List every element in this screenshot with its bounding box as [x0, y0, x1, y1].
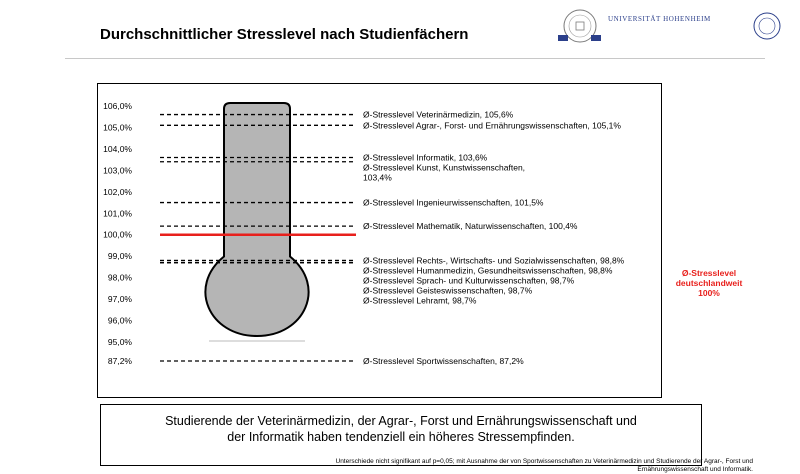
- y-tick-label: 101,0%: [103, 208, 132, 219]
- reference-label: Ø-Stresslevel deutschlandweit 100%: [675, 268, 743, 298]
- level-label-1: Ø-Stresslevel Veterinärmedizin, 105,6%: [363, 109, 514, 120]
- y-tick-label: 99,0%: [107, 251, 132, 262]
- y-tick-label: 105,0%: [103, 122, 132, 133]
- university-logo: [555, 5, 795, 47]
- university-name: UNIVERSITÄT HOHENHEIM: [608, 15, 711, 23]
- y-tick-label: 104,0%: [103, 143, 132, 154]
- summary-line-1: Studierende der Veterinärmedizin, der Agrar-, Forst und Ernährungswissenschaft und: [165, 414, 637, 428]
- stress-level-chart: [98, 84, 661, 397]
- level-label-9: Ø-Stresslevel Sprach- und Kulturwissenschaften, 98,7%: [363, 275, 575, 286]
- level-label-7: Ø-Stresslevel Rechts-, Wirtschafts- und Sozialwissenschaften, 98,8%: [363, 255, 625, 266]
- y-tick-label: 96,0%: [107, 315, 132, 326]
- level-label-8: Ø-Stresslevel Humanmedizin, Gesundheitswissenschaften, 98,8%: [363, 265, 613, 276]
- level-label-5: Ø-Stresslevel Ingenieurwissenschaften, 101,5%: [363, 197, 544, 208]
- y-tick-label: 95,0%: [107, 337, 132, 347]
- level-label-4: Ø-Stresslevel Kunst, Kunstwissenschaften,: [363, 162, 526, 173]
- level-label-11: Ø-Stresslevel Lehramt, 98,7%: [363, 295, 477, 306]
- y-tick-label: 102,0%: [103, 186, 132, 197]
- level-label-6: Ø-Stresslevel Mathematik, Naturwissenschaften, 100,4%: [363, 221, 578, 232]
- y-tick-label: 87,2%: [107, 356, 132, 366]
- summary-panel: [100, 404, 702, 466]
- y-tick-label: 103,0%: [103, 165, 132, 176]
- summary-line-2: der Informatik haben tendenziell ein höheres Stressempfinden.: [227, 430, 575, 444]
- level-label-4-cont: 103,4%: [363, 172, 392, 183]
- y-tick-label: 98,0%: [107, 272, 132, 283]
- y-tick-label: 100,0%: [103, 229, 132, 240]
- level-label-3: Ø-Stresslevel Informatik, 103,6%: [363, 152, 488, 163]
- chart-footnote: Unterschiede nicht signifikant auf p=0,05; mit Ausnahme der von Sportwissenschaften zu Veterinärmedizin und Studierende der Agrar-, Forst und Ernährungswissenschaft und Informatik.: [335, 458, 753, 473]
- title-divider: [65, 58, 765, 59]
- slide-title: Durchschnittlicher Stresslevel nach Studienfächern: [100, 26, 469, 43]
- summary-text: [101, 413, 701, 445]
- university-seal-icon: [555, 5, 795, 47]
- level-label-12: Ø-Stresslevel Sportwissenschaften, 87,2%: [363, 356, 524, 366]
- level-label-10: Ø-Stresslevel Geisteswissenschaften, 98,7%: [363, 285, 533, 296]
- thermometer-shape: [205, 103, 308, 336]
- y-tick-label: 97,0%: [107, 294, 132, 305]
- y-tick-label: 106,0%: [103, 101, 132, 111]
- level-label-2: Ø-Stresslevel Agrar-, Forst- und Ernährungswissenschaften, 105,1%: [363, 120, 621, 131]
